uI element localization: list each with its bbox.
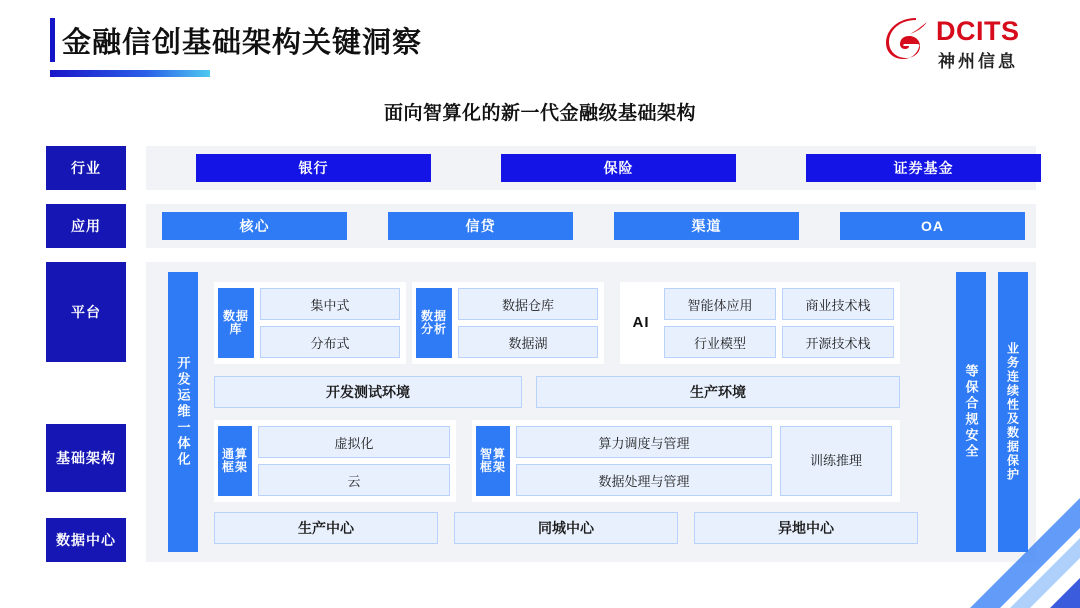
smart-compute-item-scheduling: 算力调度与管理	[516, 426, 772, 458]
group-label-data-analysis: 数据分析	[416, 288, 452, 358]
general-compute-item-virtualization: 虚拟化	[258, 426, 450, 458]
group-data-analysis	[412, 282, 604, 364]
logo	[886, 16, 1046, 74]
group-label-database: 数据库	[218, 288, 254, 358]
layer-label-data-center: 数据中心	[46, 518, 126, 562]
group-database	[214, 282, 406, 364]
smart-compute-train-inference: 训练推理	[780, 426, 892, 496]
page-title: 金融信创基础架构关键洞察	[62, 27, 423, 59]
database-item-centralized: 集中式	[260, 288, 400, 320]
application-row-panel	[146, 204, 1036, 248]
vbar-business-continuity: 业务连续性及数据保护	[998, 272, 1028, 552]
vbar-compliance-security: 等保合规安全	[956, 272, 986, 552]
industry-chip-bank: 银行	[196, 154, 431, 182]
analysis-item-lake: 数据湖	[458, 326, 598, 358]
layer-label-industry: 行业	[46, 146, 126, 190]
ai-item-commercial-stack: 商业技术栈	[782, 288, 894, 320]
analysis-item-warehouse: 数据仓库	[458, 288, 598, 320]
ai-item-industry-model: 行业模型	[664, 326, 776, 358]
database-item-distributed: 分布式	[260, 326, 400, 358]
layer-label-infrastructure: 基础架构	[46, 424, 126, 492]
title-underline	[50, 70, 210, 77]
industry-row-panel	[146, 146, 1036, 190]
logo-text-en: DCITS	[936, 16, 1020, 46]
main-architecture-panel	[146, 262, 1036, 562]
group-general-compute	[214, 420, 456, 502]
group-smart-compute	[472, 420, 900, 502]
diagram-subtitle: 面向智算化的新一代金融级基础架构	[383, 103, 696, 124]
group-label-smart-compute: 智算框架	[476, 426, 510, 496]
layer-label-application: 应用	[46, 204, 126, 248]
industry-chip-insurance: 保险	[501, 154, 736, 182]
ai-item-open-source-stack: 开源技术栈	[782, 326, 894, 358]
smart-compute-item-data-processing: 数据处理与管理	[516, 464, 772, 496]
vbar-devops: 开发运维一体化	[168, 272, 198, 552]
dc-same-city-center: 同城中心	[454, 512, 678, 544]
group-ai	[620, 282, 900, 364]
page-header	[0, 0, 1080, 88]
env-dev-test: 开发测试环境	[214, 376, 522, 408]
dc-remote-center: 异地中心	[694, 512, 918, 544]
title-accent-bar	[50, 18, 55, 62]
group-label-ai: AI	[632, 314, 650, 332]
app-chip-core: 核心	[162, 212, 347, 240]
general-compute-item-cloud: 云	[258, 464, 450, 496]
app-chip-credit: 信贷	[388, 212, 573, 240]
logo-text-cn: 神州信息	[938, 52, 1018, 71]
ai-item-agent-app: 智能体应用	[664, 288, 776, 320]
dc-production-center: 生产中心	[214, 512, 438, 544]
group-label-general-compute: 通算框架	[218, 426, 252, 496]
layer-label-platform: 平台	[46, 262, 126, 362]
app-chip-oa: OA	[840, 212, 1025, 240]
industry-chip-securities: 证券基金	[806, 154, 1041, 182]
dcits-logo-icon	[886, 18, 930, 60]
app-chip-channel: 渠道	[614, 212, 799, 240]
env-production: 生产环境	[536, 376, 900, 408]
architecture-diagram	[46, 140, 1036, 568]
